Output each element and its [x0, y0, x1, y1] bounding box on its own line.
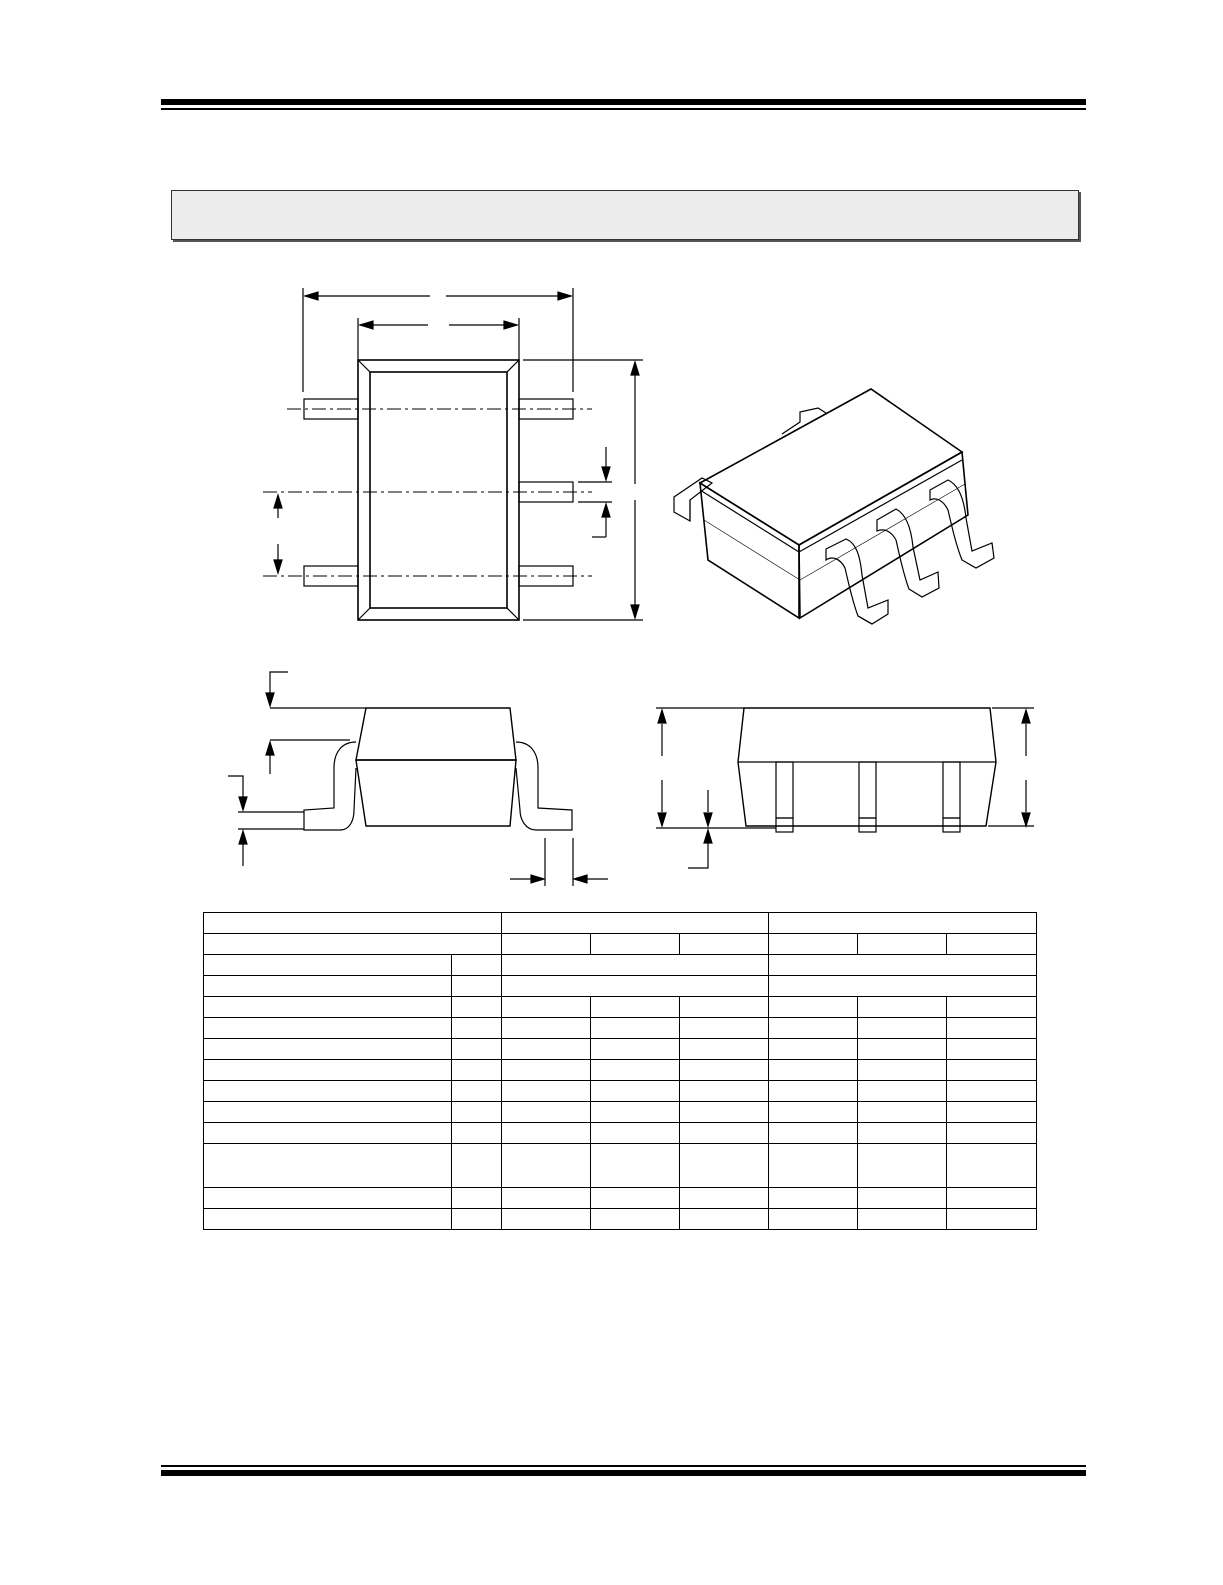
header-units [204, 913, 502, 934]
table-row [204, 1018, 1037, 1039]
row-symbol [452, 1188, 502, 1209]
header-group-2 [769, 913, 1037, 934]
row-label [204, 1123, 452, 1144]
table-row [204, 1123, 1037, 1144]
row-symbol [452, 955, 502, 976]
isometric-view [674, 389, 994, 624]
table-header-row [204, 913, 1037, 934]
row-label [204, 1081, 452, 1102]
table-row [204, 1102, 1037, 1123]
row-symbol [452, 1123, 502, 1144]
table-row [204, 1060, 1037, 1081]
footer-rule-thin [161, 1465, 1086, 1467]
row-symbol [452, 976, 502, 997]
row-label [204, 1209, 452, 1230]
table-row [204, 955, 1037, 976]
row-label [204, 1039, 452, 1060]
row-label [204, 997, 452, 1018]
row-symbol [452, 1039, 502, 1060]
side-view [228, 672, 608, 886]
row-label [204, 1188, 452, 1209]
row-symbol [452, 1081, 502, 1102]
table-row [204, 1081, 1037, 1102]
table-row [204, 1039, 1037, 1060]
row-label [204, 976, 452, 997]
row-symbol [452, 1144, 502, 1188]
top-view [263, 288, 643, 620]
header-group-1 [502, 913, 769, 934]
table-row [204, 1188, 1037, 1209]
dimensions-table [203, 912, 1037, 1230]
row-label [204, 1060, 452, 1081]
row-label [204, 1018, 452, 1039]
table-row [204, 997, 1037, 1018]
table-subheader-row [204, 934, 1037, 955]
table-row [204, 1144, 1037, 1188]
table-row [204, 1209, 1037, 1230]
row-symbol [452, 997, 502, 1018]
table-row [204, 976, 1037, 997]
end-view [656, 708, 1034, 868]
row-label [204, 1102, 452, 1123]
row-symbol [452, 1102, 502, 1123]
row-label [204, 955, 452, 976]
footer-rule-thick [161, 1470, 1086, 1476]
row-symbol [452, 1209, 502, 1230]
row-label [204, 1144, 452, 1188]
row-symbol [452, 1018, 502, 1039]
row-symbol [452, 1060, 502, 1081]
